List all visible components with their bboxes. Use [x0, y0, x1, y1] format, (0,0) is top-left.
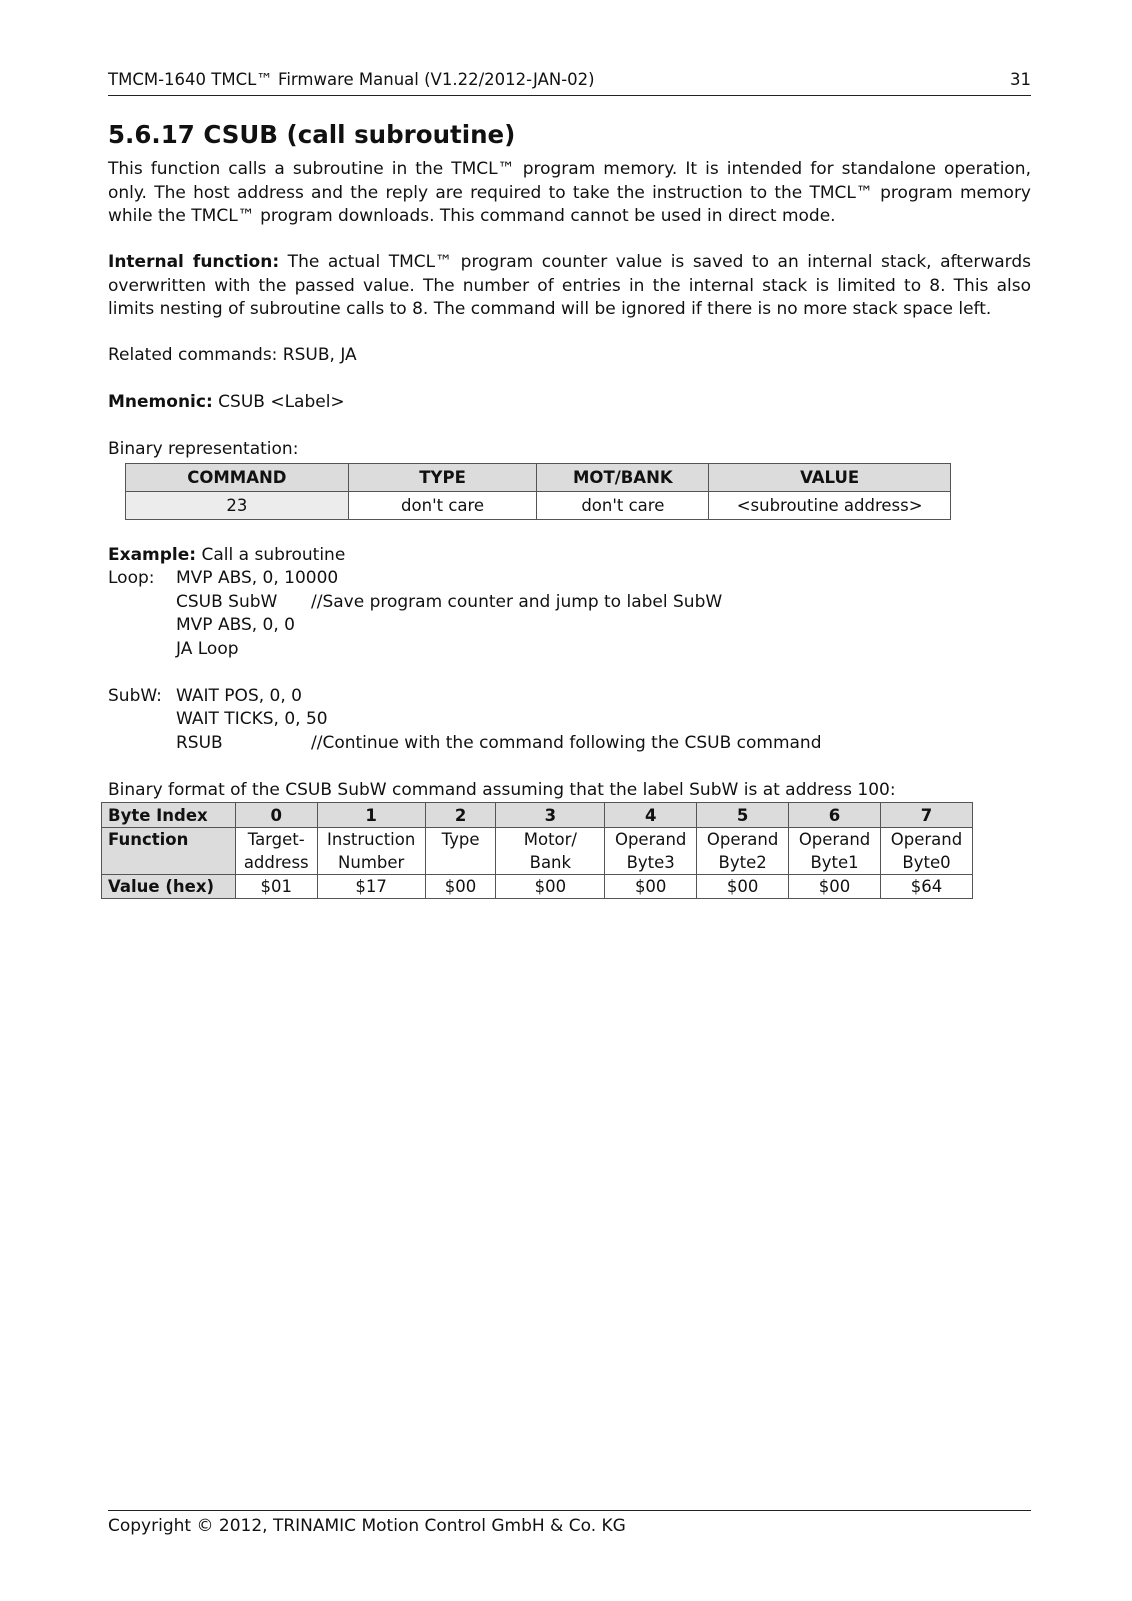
function-line-1: Operand: [614, 830, 687, 849]
code-line: RSUB: [176, 733, 223, 753]
function-line-2: Byte3: [626, 853, 675, 872]
byte-index-cell: 6: [789, 803, 881, 828]
code-comment: //Continue with the command following the CSUB command: [311, 733, 822, 753]
function-cell: [235, 828, 317, 875]
value-cell: $00: [425, 875, 496, 899]
byte-index-cell: 5: [697, 803, 789, 828]
function-line-2: Number: [338, 853, 405, 872]
table-header-row: [126, 464, 951, 492]
mnemonic-text: CSUB <Label>: [212, 392, 345, 412]
function-line-1: Type: [441, 830, 480, 849]
binary-format-table: [101, 802, 973, 899]
mnemonic-line: [108, 392, 345, 412]
example-label: Example:: [108, 545, 197, 565]
example-line: [108, 545, 345, 565]
function-cell: [697, 828, 789, 875]
function-row: [102, 828, 973, 875]
byte-index-cell: 2: [425, 803, 496, 828]
subw-label: SubW:: [108, 686, 162, 706]
function-cell: [425, 828, 496, 875]
binary-representation-label: Binary representation:: [108, 439, 299, 459]
code-line: JA Loop: [176, 639, 239, 659]
value-cell: $64: [881, 875, 973, 899]
byte-index-cell: 3: [496, 803, 605, 828]
internal-function-paragraph: [108, 251, 1031, 322]
page-footer: [108, 1510, 1031, 1536]
value-cell: $01: [235, 875, 317, 899]
internal-function-label: Internal function:: [108, 252, 280, 272]
function-line-2: Byte1: [810, 853, 859, 872]
header-type: TYPE: [348, 464, 537, 492]
byte-index-cell: 4: [605, 803, 697, 828]
function-line-2: address: [243, 853, 309, 872]
function-cell: [881, 828, 973, 875]
value-cell: $17: [317, 875, 425, 899]
row-label-byte-index: Byte Index: [102, 803, 236, 828]
code-line: WAIT TICKS, 0, 50: [176, 709, 328, 729]
function-line-1: Operand: [706, 830, 779, 849]
function-line-1: Operand: [798, 830, 871, 849]
function-line-2: Byte2: [718, 853, 767, 872]
loop-label: Loop:: [108, 568, 155, 588]
function-line-1: Motor/: [523, 830, 577, 849]
byte-index-cell: 1: [317, 803, 425, 828]
function-line-1: Instruction: [327, 830, 416, 849]
binary-format-caption: Binary format of the CSUB SubW command assuming that the label SubW is at address 100:: [108, 780, 896, 800]
value-row: [102, 875, 973, 899]
function-line-2: Bank: [529, 853, 572, 872]
byte-index-cell: 7: [881, 803, 973, 828]
value-cell: $00: [605, 875, 697, 899]
code-line: WAIT POS, 0, 0: [176, 686, 302, 706]
byte-index-cell: 0: [235, 803, 317, 828]
intro-paragraph: This function calls a subroutine in the TMCL™ program memory. It is intended for standalone operation, only. The host address and the reply are required to take the instruction to the TMCL™ program memory while the TMCL™ program downloads. This command cannot be used in direct mode.: [108, 159, 1031, 226]
header-mot-bank: MOT/BANK: [537, 464, 709, 492]
function-line-2: Byte0: [902, 853, 951, 872]
function-cell: [317, 828, 425, 875]
code-comment: //Save program counter and jump to label SubW: [311, 592, 723, 612]
binary-representation-table: [125, 463, 951, 520]
mnemonic-label: Mnemonic:: [108, 392, 213, 412]
code-line: CSUB SubW: [176, 592, 278, 612]
row-label-value: Value (hex): [102, 875, 236, 899]
section-title: 5.6.17 CSUB (call subroutine): [108, 120, 516, 149]
cell-mot-bank: don't care: [537, 492, 709, 520]
page-header: [108, 68, 1031, 96]
header-value: VALUE: [709, 464, 951, 492]
copyright-text: Copyright © 2012, TRINAMIC Motion Control GmbH & Co. KG: [108, 1516, 626, 1536]
code-line: MVP ABS, 0, 10000: [176, 568, 339, 588]
function-line-1: Operand: [890, 830, 963, 849]
function-cell: [605, 828, 697, 875]
cell-command: 23: [126, 492, 349, 520]
function-cell: [496, 828, 605, 875]
value-cell: $00: [789, 875, 881, 899]
internal-function-text: The actual TMCL™ program counter value is saved to an internal stack, afterwards overwritten with the passed value. The number of entries in the internal stack is limited to 8. This also limits nesting of subroutine calls to 8. The command will be ignored if there is no more stack space left.: [108, 252, 1032, 319]
example-text: Call a subroutine: [196, 545, 346, 565]
function-cell: [789, 828, 881, 875]
row-label-function: Function: [102, 828, 236, 875]
page-number: 31: [1010, 70, 1031, 89]
cell-type: don't care: [348, 492, 537, 520]
code-line: MVP ABS, 0, 0: [176, 615, 295, 635]
function-line-1: Target-: [247, 830, 305, 849]
table-row: [126, 492, 951, 520]
value-cell: $00: [496, 875, 605, 899]
header-command: COMMAND: [126, 464, 349, 492]
cell-value: <subroutine address>: [709, 492, 951, 520]
document-title: TMCM-1640 TMCL™ Firmware Manual (V1.22/2012-JAN-02): [108, 70, 595, 89]
value-cell: $00: [697, 875, 789, 899]
byte-index-row: [102, 803, 973, 828]
related-commands: Related commands: RSUB, JA: [108, 345, 357, 365]
